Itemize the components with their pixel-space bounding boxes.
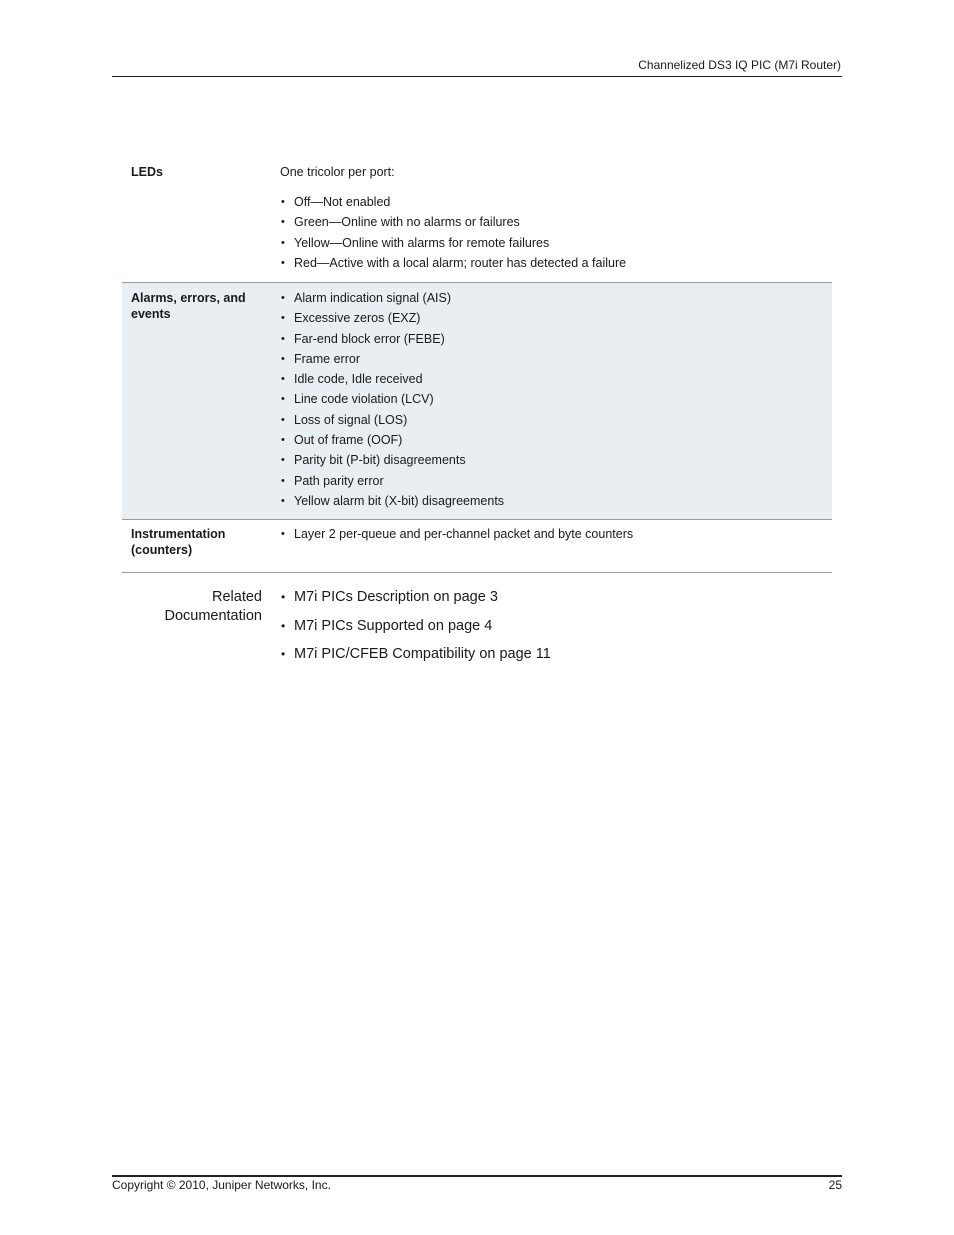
related-documentation-list bbox=[280, 588, 800, 674]
row-label-leds: LEDs bbox=[131, 165, 163, 179]
list-item: • Yellow—Online with alarms for remote failures bbox=[280, 235, 826, 251]
list-item: • Path parity error bbox=[280, 473, 826, 489]
list-item: • Layer 2 per-queue and per-channel packet and byte counters bbox=[280, 526, 826, 542]
list-item: • Line code violation (LCV) bbox=[280, 391, 826, 407]
footer-copyright: Copyright © 2010, Juniper Networks, Inc. bbox=[112, 1178, 331, 1192]
list-item: • Loss of signal (LOS) bbox=[280, 412, 826, 428]
list-item: • Frame error bbox=[280, 351, 826, 367]
table-row-alarms bbox=[122, 283, 832, 520]
related-label-line2: Documentation bbox=[164, 608, 262, 624]
table-row-leds bbox=[122, 156, 832, 283]
header-rule bbox=[112, 76, 842, 77]
footer-rule bbox=[112, 1175, 842, 1177]
specifications-table bbox=[122, 156, 832, 573]
list-item: • Green—Online with no alarms or failures bbox=[280, 214, 826, 230]
page-number: 25 bbox=[828, 1178, 842, 1192]
row-content-instrumentation bbox=[280, 526, 826, 542]
leds-intro-text: One tricolor per port: bbox=[280, 165, 395, 179]
list-item: • Alarm indication signal (AIS) bbox=[280, 290, 826, 306]
list-item: • Excessive zeros (EXZ) bbox=[280, 310, 826, 326]
list-item: • Idle code, Idle received bbox=[280, 371, 826, 387]
related-link-pics-supported[interactable]: • M7i PICs Supported on page 4 bbox=[280, 617, 800, 636]
table-row-instrumentation bbox=[122, 520, 832, 573]
list-item: • Red—Active with a local alarm; router has detected a failure bbox=[280, 255, 826, 271]
related-documentation-heading bbox=[130, 588, 262, 626]
running-header: Channelized DS3 IQ PIC (M7i Router) bbox=[638, 58, 841, 72]
row-content-leds bbox=[280, 164, 826, 271]
related-link-cfeb-compatibility[interactable]: • M7i PIC/CFEB Compatibility on page 11 bbox=[280, 645, 800, 664]
list-item: • Parity bit (P-bit) disagreements bbox=[280, 452, 826, 468]
row-label-instrumentation: Instrumentation (counters) bbox=[131, 527, 226, 557]
list-item: • Far-end block error (FEBE) bbox=[280, 331, 826, 347]
list-item: • Off—Not enabled bbox=[280, 194, 826, 210]
row-label-alarms: Alarms, errors, and events bbox=[131, 291, 246, 321]
related-label-line1: Related bbox=[212, 589, 262, 605]
row-content-alarms bbox=[280, 290, 826, 509]
list-item: • Out of frame (OOF) bbox=[280, 432, 826, 448]
related-link-pics-description[interactable]: • M7i PICs Description on page 3 bbox=[280, 588, 800, 607]
list-item: • Yellow alarm bit (X-bit) disagreements bbox=[280, 493, 826, 509]
